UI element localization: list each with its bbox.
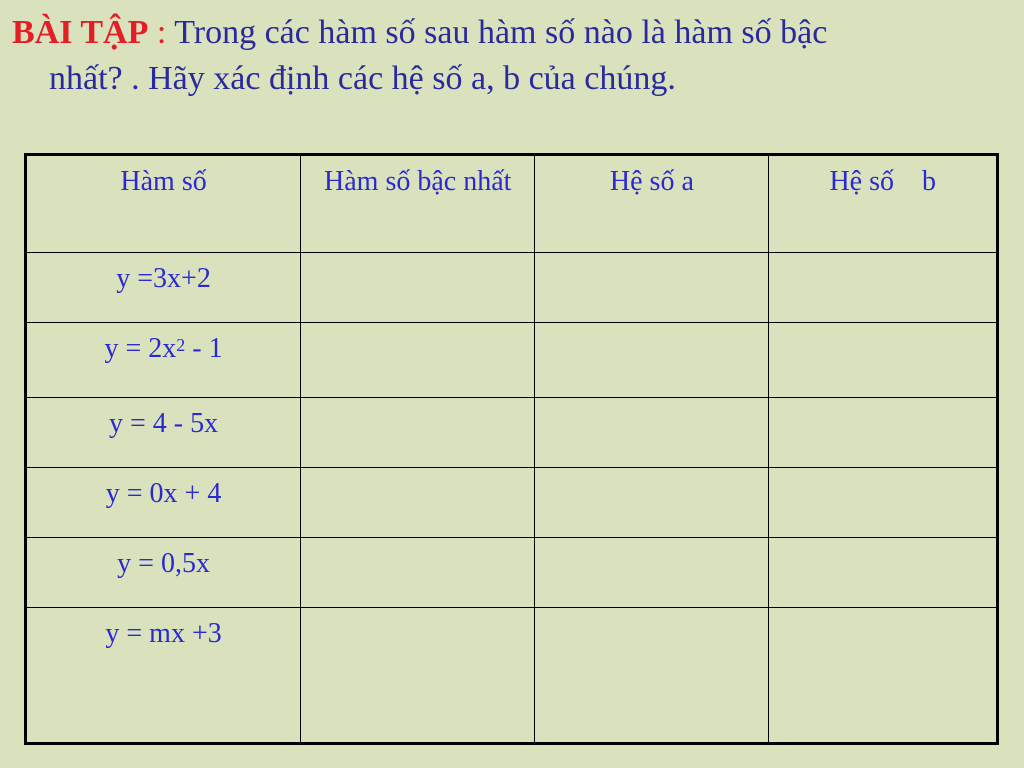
coefficient-b-cell[interactable] bbox=[769, 468, 998, 538]
function-cell: y = mx +3 bbox=[26, 608, 301, 744]
table-row bbox=[26, 323, 998, 398]
table-row bbox=[26, 608, 998, 744]
exercise-title bbox=[12, 10, 1002, 102]
table-header-row bbox=[26, 155, 998, 253]
function-cell: y = 4 - 5x bbox=[26, 398, 301, 468]
coefficient-a-cell[interactable] bbox=[535, 608, 769, 744]
header-coefficient-b: Hệ số b bbox=[769, 155, 998, 253]
exercise-question-line2: nhất? . Hãy xác định các hệ số a, b của chúng. bbox=[49, 60, 676, 97]
linear-answer-cell[interactable] bbox=[301, 608, 535, 744]
linear-answer-cell[interactable] bbox=[301, 253, 535, 323]
header-function: Hàm số bbox=[26, 155, 301, 253]
function-cell: y =3x+2 bbox=[26, 253, 301, 323]
linear-answer-cell[interactable] bbox=[301, 323, 535, 398]
table-row bbox=[26, 253, 998, 323]
exercise-colon: : bbox=[148, 14, 167, 51]
table-row bbox=[26, 468, 998, 538]
coefficient-a-cell[interactable] bbox=[535, 538, 769, 608]
functions-table bbox=[24, 153, 999, 745]
coefficient-b-cell[interactable] bbox=[769, 608, 998, 744]
exercise-question-line1: Trong các hàm số sau hàm số nào là hàm số bậc bbox=[166, 14, 828, 51]
coefficient-a-cell[interactable] bbox=[535, 323, 769, 398]
linear-answer-cell[interactable] bbox=[301, 398, 535, 468]
coefficient-b-cell[interactable] bbox=[769, 253, 998, 323]
coefficient-b-cell[interactable] bbox=[769, 323, 998, 398]
header-coefficient-a: Hệ số a bbox=[535, 155, 769, 253]
coefficient-a-cell[interactable] bbox=[535, 468, 769, 538]
coefficient-b-cell[interactable] bbox=[769, 398, 998, 468]
coefficient-a-cell[interactable] bbox=[535, 253, 769, 323]
function-exponent: 2 bbox=[176, 335, 186, 355]
coefficient-b-cell[interactable] bbox=[769, 538, 998, 608]
header-linear-function: Hàm số bậc nhất bbox=[301, 155, 535, 253]
function-cell: y = 0x + 4 bbox=[26, 468, 301, 538]
linear-answer-cell[interactable] bbox=[301, 468, 535, 538]
linear-answer-cell[interactable] bbox=[301, 538, 535, 608]
table-row bbox=[26, 398, 998, 468]
function-base: y = 2x bbox=[104, 333, 177, 364]
function-tail: - 1 bbox=[185, 333, 223, 364]
function-cell: y = 0,5x bbox=[26, 538, 301, 608]
coefficient-a-cell[interactable] bbox=[535, 398, 769, 468]
function-cell bbox=[26, 323, 301, 398]
table-row bbox=[26, 538, 998, 608]
exercise-label: BÀI TẬP bbox=[12, 14, 149, 51]
